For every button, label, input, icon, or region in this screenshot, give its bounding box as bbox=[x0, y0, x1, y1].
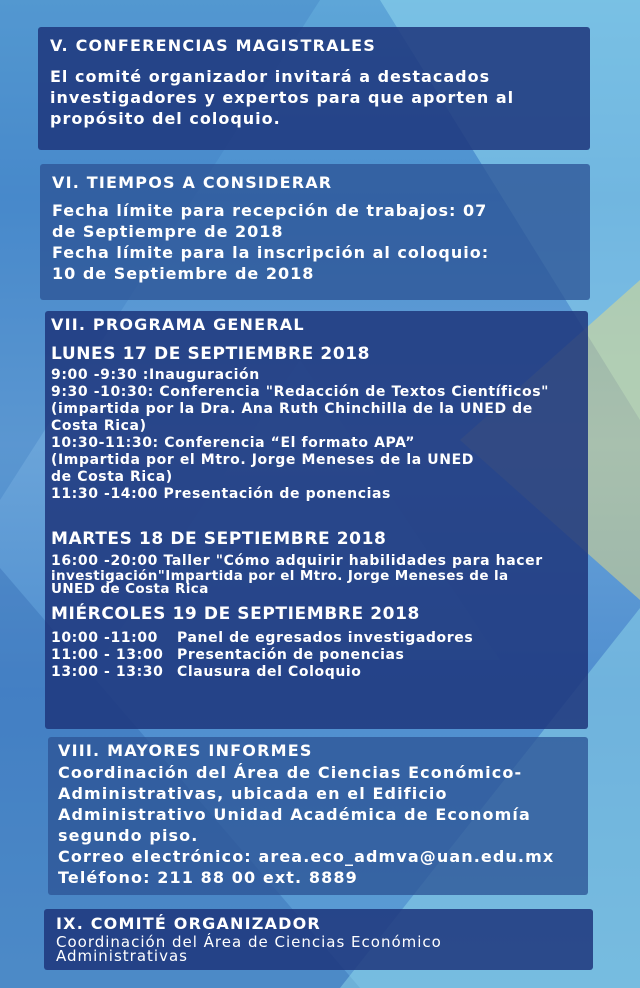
section-title: VII. PROGRAMA GENERAL bbox=[51, 315, 305, 334]
deadline-item: Fecha límite para recepción de trabajos: 07 de Septiempre de 2018 bbox=[52, 201, 488, 241]
section-title: VI. TIEMPOS A CONSIDERAR bbox=[52, 173, 333, 192]
day-schedule: 16:00 -20:00 Taller "Cómo adquirir habilidades para hacer investigación"Impartida por el Mtro. Jorge Meneses de la UNED de Costa Rica bbox=[51, 553, 543, 597]
section-comite-organizador: IX. COMITÉ ORGANIZADOR Coordinación del Área de Ciencias Económico Administrativas bbox=[44, 909, 593, 970]
section-title: V. CONFERENCIAS MAGISTRALES bbox=[50, 36, 376, 55]
day-heading: MARTES 18 DE SEPTIEMBRE 2018 bbox=[51, 529, 387, 549]
section-programa-general bbox=[45, 311, 588, 729]
schedule-row: 10:00 -11:00 Panel de egresados investigadores bbox=[51, 630, 474, 646]
contact-email: Correo electrónico: area.eco_admva@uan.edu.mx bbox=[58, 847, 555, 866]
section-mayores-informes: VIII. MAYORES INFORMES Coordinación del Área de Ciencias Económico- Administrativas, ubicada en el Edificio Administrativo Unidad Académica de Economía segundo piso. Correo electrónico: area.eco_admva@uan.edu.mx Teléfono: 211 88 00 ext. 8889 bbox=[48, 737, 588, 895]
section-body: El comité organizador invitará a destacados investigadores y expertos para que aporten al propósito del coloquio. bbox=[50, 67, 515, 128]
schedule-row: 11:00 - 13:00 Presentación de ponencias bbox=[51, 647, 405, 663]
section-title: VIII. MAYORES INFORMES bbox=[58, 741, 313, 760]
day-schedule: 9:00 -9:30 :Inauguración 9:30 -10:30: Conferencia "Redacción de Textos Científicos" (impartida por la Dra. Ana Ruth Chinchilla de la UNED de Costa Rica) 10:30-11:30: Conferencia “El formato APA” (Impartida por el Mtro. Jorge Meneses de la UNED de Costa Rica) 11:30 -14:00 Presentación de ponencias bbox=[51, 367, 550, 502]
day-heading: MIÉRCOLES 19 DE SEPTIEMBRE 2018 bbox=[51, 604, 420, 624]
section-tiempos bbox=[40, 164, 590, 300]
day-heading: LUNES 17 DE SEPTIEMBRE 2018 bbox=[51, 344, 371, 364]
day-schedule bbox=[51, 630, 582, 681]
section-conferencias-magistrales bbox=[38, 27, 590, 150]
contact-phone: Teléfono: 211 88 00 ext. 8889 bbox=[58, 868, 358, 887]
section-title: IX. COMITÉ ORGANIZADOR bbox=[56, 914, 321, 933]
schedule-row: 13:00 - 13:30 Clausura del Coloquio bbox=[51, 664, 362, 680]
deadline-item: Fecha límite para la inscripción al coloquio: 10 de Septiembre de 2018 bbox=[52, 243, 490, 283]
